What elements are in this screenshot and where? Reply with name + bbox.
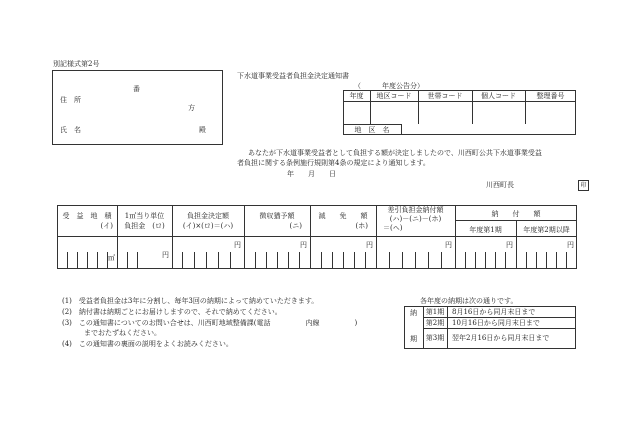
- col-exempt-code: (ホ): [355, 222, 368, 230]
- schedule-period-2: 第2期: [425, 319, 445, 327]
- notice-year-label: （ 年度公告分）: [354, 82, 424, 90]
- unit-yen-later: 円: [567, 241, 574, 249]
- col-decided-code: (イ)×(ロ)＝(ハ): [182, 222, 234, 230]
- unit-yen-deferred: 円: [300, 241, 307, 249]
- col-net-label: 差引負担金納付額: [387, 206, 444, 214]
- date-line: 年 月 日: [287, 170, 336, 178]
- col-exempt-label: 減 免 額: [318, 212, 368, 220]
- dono-label: 殿: [199, 126, 206, 134]
- schedule-period-3: 第3期: [425, 334, 445, 342]
- unit-yen-unit-price: 円: [162, 251, 169, 259]
- schedule-period-1: 第1期: [425, 308, 445, 316]
- col-net-formula: (ハ)－(ニ)－(ホ): [389, 215, 442, 223]
- col-area-code: (イ): [100, 222, 113, 230]
- unit-yen-first: 円: [506, 241, 513, 249]
- document-title: 下水道事業受益者負担金決定通知書: [237, 72, 349, 80]
- kata-label: 方: [188, 104, 195, 112]
- address-label: 住 所: [60, 96, 81, 104]
- note-1: (1) 受益者負担金は3年に分割し、毎年3回の納期によって納めていただきます。: [62, 297, 319, 305]
- note-3: (3) この通知書についてのお問い合せは、川西町地域整備課(電話 内線 ): [62, 319, 358, 327]
- schedule-side-top: 納: [410, 309, 417, 317]
- unit-m2: ㎡: [108, 254, 115, 262]
- schedule-range-2: 10月16日から同月末日まで: [452, 319, 540, 327]
- unit-yen-exempt: 円: [366, 241, 373, 249]
- form-id: 別記様式第2号: [53, 60, 100, 68]
- col-area-label: 受 益 地 積: [62, 212, 112, 220]
- col-payment-label: 納 付 額: [491, 210, 541, 218]
- unit-yen-net: 円: [445, 241, 452, 249]
- code-header-district: 地区コード: [376, 92, 412, 100]
- message-line-2: 者負担に関する条例施行規則第4条の規定により通知します。: [237, 159, 430, 167]
- unit-yen-decided: 円: [234, 241, 241, 249]
- col-unit-label: 1㎡当り単位: [124, 212, 165, 220]
- note-3-cont: までおたずねください。: [84, 329, 161, 337]
- code-header-household: 世帯コード: [427, 92, 463, 100]
- mayor-label: 川西町長: [486, 181, 514, 189]
- name-label: 氏 名: [60, 126, 81, 134]
- note-2: (2) 納付書は納期ごとにお届けしますので、それで納めてください。: [62, 308, 282, 316]
- col-unit-code: 負担金 (ロ): [124, 222, 165, 230]
- seal-mark: 印: [578, 180, 589, 191]
- schedule-range-3: 翌年2月16日から同月末日まで: [452, 334, 550, 342]
- ban-label: 番: [133, 85, 140, 93]
- district-name-label: 地 区 名: [354, 126, 390, 134]
- schedule-caption: 各年度の納期は次の通りです。: [420, 297, 518, 305]
- message-line-1: あなたが下水道事業受益者として負担する額が決定しましたので、川西町公共下水道事業受益: [248, 149, 542, 157]
- col-payment-first: 年度第1期: [469, 226, 502, 234]
- schedule-range-1: 8月16日から同月末日まで: [452, 308, 536, 316]
- note-4: (4) この通知書の裏面の説明をよくお読みください。: [62, 340, 233, 348]
- code-header-serial: 整理番号: [536, 92, 565, 100]
- code-header-year: 年度: [349, 92, 364, 100]
- col-deferred-code: (ニ): [289, 222, 302, 230]
- col-deferred-label: 徴収猶予額: [259, 212, 295, 220]
- col-decided-label: 負担金決定額: [187, 212, 229, 220]
- col-payment-later: 年度第2期以降: [523, 226, 570, 234]
- code-header-personal: 個人コード: [481, 92, 516, 100]
- schedule-side-bottom: 期: [410, 335, 417, 343]
- col-net-code: ＝(ヘ): [383, 224, 403, 232]
